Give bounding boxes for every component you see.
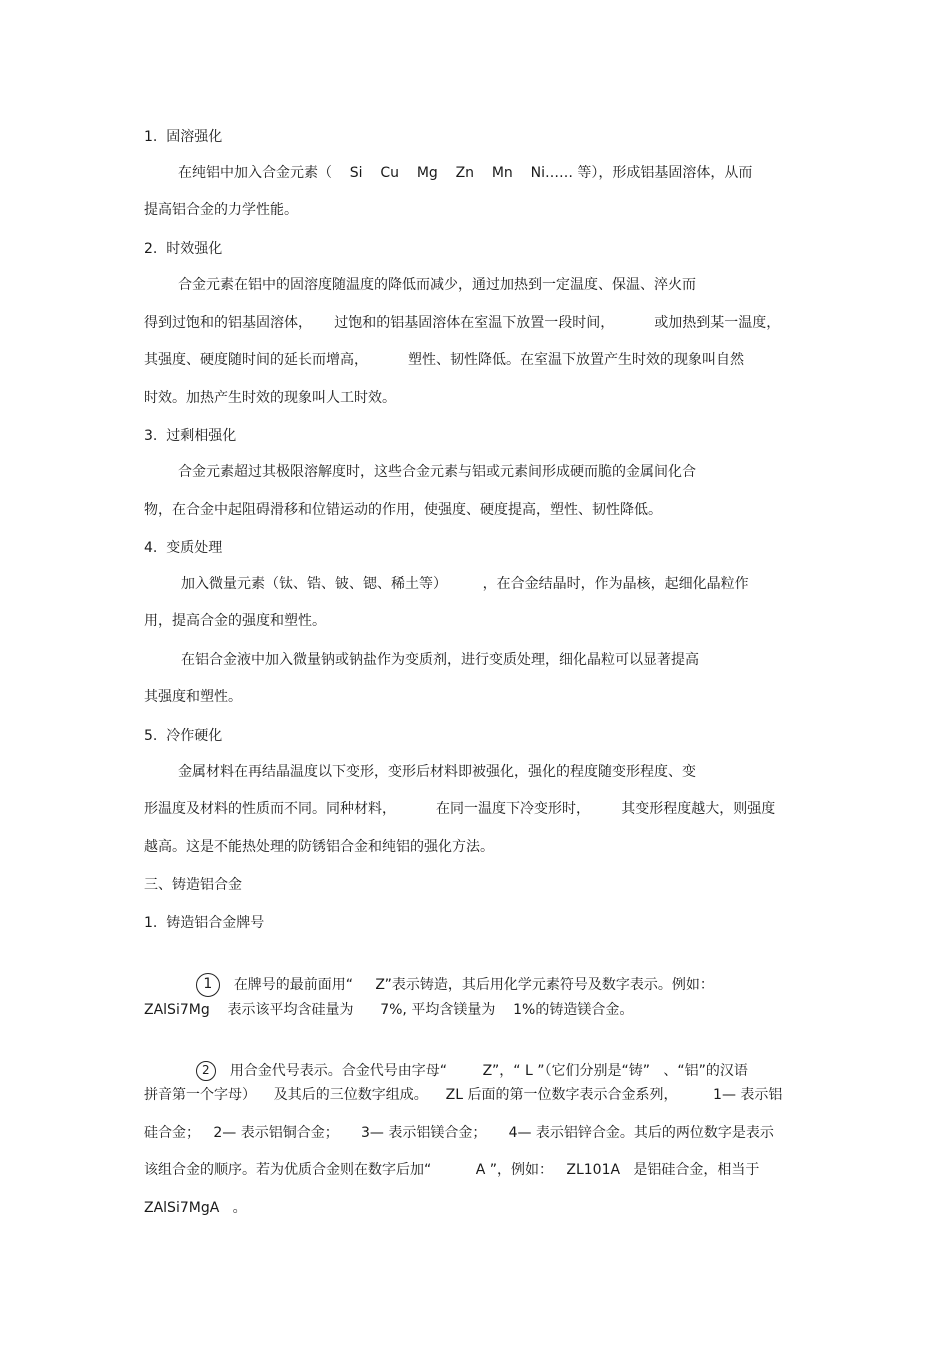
paragraph-line: 拼音第一个字母） 及其后的三位数字组成。 ZL 后面的第一位数字表示合金系列， 1— 表示铝 — [144, 1087, 783, 1103]
paragraph-line: 形温度及材料的性质而不同。同种材料， 在同一温度下冷变形时， 其变形程度越大，则强度 — [144, 801, 776, 817]
paragraph-line: 金属材料在再结晶温度以下变形，变形后材料即被强化，强化的程度随变形程度、变 — [178, 764, 696, 780]
paragraph-line: 加入微量元素（钛、锆、铍、锶、稀土等） ，在合金结晶时，作为晶核，起细化晶粒作 — [181, 576, 749, 592]
paragraph-line: 越高。这是不能热处理的防锈铝合金和纯铝的强化方法。 — [144, 839, 494, 855]
paragraph-line: 时效。加热产生时效的现象叫人工时效。 — [144, 390, 396, 406]
paragraph-line: 在牌号的最前面用“ Z”表示铸造，其后用化学元素符号及数字表示。例如： — [233, 977, 714, 993]
heading-aging: 2. 时效强化 — [144, 241, 223, 257]
paragraph-line: 得到过饱和的铝基固溶体， 过饱和的铝基固溶体在室温下放置一段时间， 或加热到某一温度， — [144, 315, 781, 331]
paragraph-line: 用，提高合金的强度和塑性。 — [144, 613, 326, 629]
heading-excess-phase: 3. 过剩相强化 — [144, 428, 237, 444]
paragraph-line: 在铝合金液中加入微量钠或钠盐作为变质剂，进行变质处理，细化晶粒可以显著提高 — [181, 652, 699, 668]
paragraph-line: 合金元素在铝中的固溶度随温度的降低而减少，通过加热到一定温度、保温、淬火而 — [178, 277, 696, 293]
paragraph-line: 其强度和塑性。 — [144, 689, 242, 705]
paragraph-line: 物，在合金中起阻碍滑移和位错运动的作用，使强度、硬度提高，塑性、韧性降低。 — [144, 502, 662, 518]
heading-solid-solution: 1. 固溶强化 — [144, 129, 223, 145]
paragraph-line: 用合金代号表示。合金代号由字母“ Z”，“ L ”（它们分别是“铸” 、“铝”的汉语 — [229, 1063, 748, 1079]
paragraph-line: 其强度、硬度随时间的延长而增高， 塑性、韧性降低。在室温下放置产生时效的现象叫自然 — [144, 352, 745, 368]
paragraph-line: ZAlSi7Mg 表示该平均含硅量为 7%, 平均含镁量为 1%的铸造镁合金。 — [144, 1002, 634, 1018]
paragraph-line: 在纯铝中加入合金元素（ Si Cu Mg Zn Mn Ni…… 等），形成铝基固溶体，从而 — [178, 165, 753, 181]
heading-modification: 4. 变质处理 — [144, 540, 223, 556]
paragraph-line: 该组合金的顺序。若为优质合金则在数字后加“ A ”，例如： ZL101A 是铝硅合金，相当于 — [144, 1162, 760, 1178]
paragraph-line: 提高铝合金的力学性能。 — [144, 202, 298, 218]
heading-cast-alloy-grade: 1. 铸造铝合金牌号 — [144, 915, 265, 931]
paragraph-line: 硅合金； 2— 表示铝铜合金； 3— 表示铝镁合金； 4— 表示铝锌合金。其后的两位数字是表示 — [144, 1125, 774, 1141]
circled-number-2: 2 — [196, 1061, 216, 1081]
heading-work-hardening: 5. 冷作硬化 — [144, 728, 223, 744]
paragraph-line: 合金元素超过其极限溶解度时，这些合金元素与铝或元素间形成硬而脆的金属间化合 — [178, 464, 696, 480]
paragraph-line: ZAlSi7MgA 。 — [144, 1200, 247, 1216]
circled-number-1: 1 — [196, 973, 220, 997]
section-heading-cast-alloy: 三、铸造铝合金 — [144, 877, 242, 893]
